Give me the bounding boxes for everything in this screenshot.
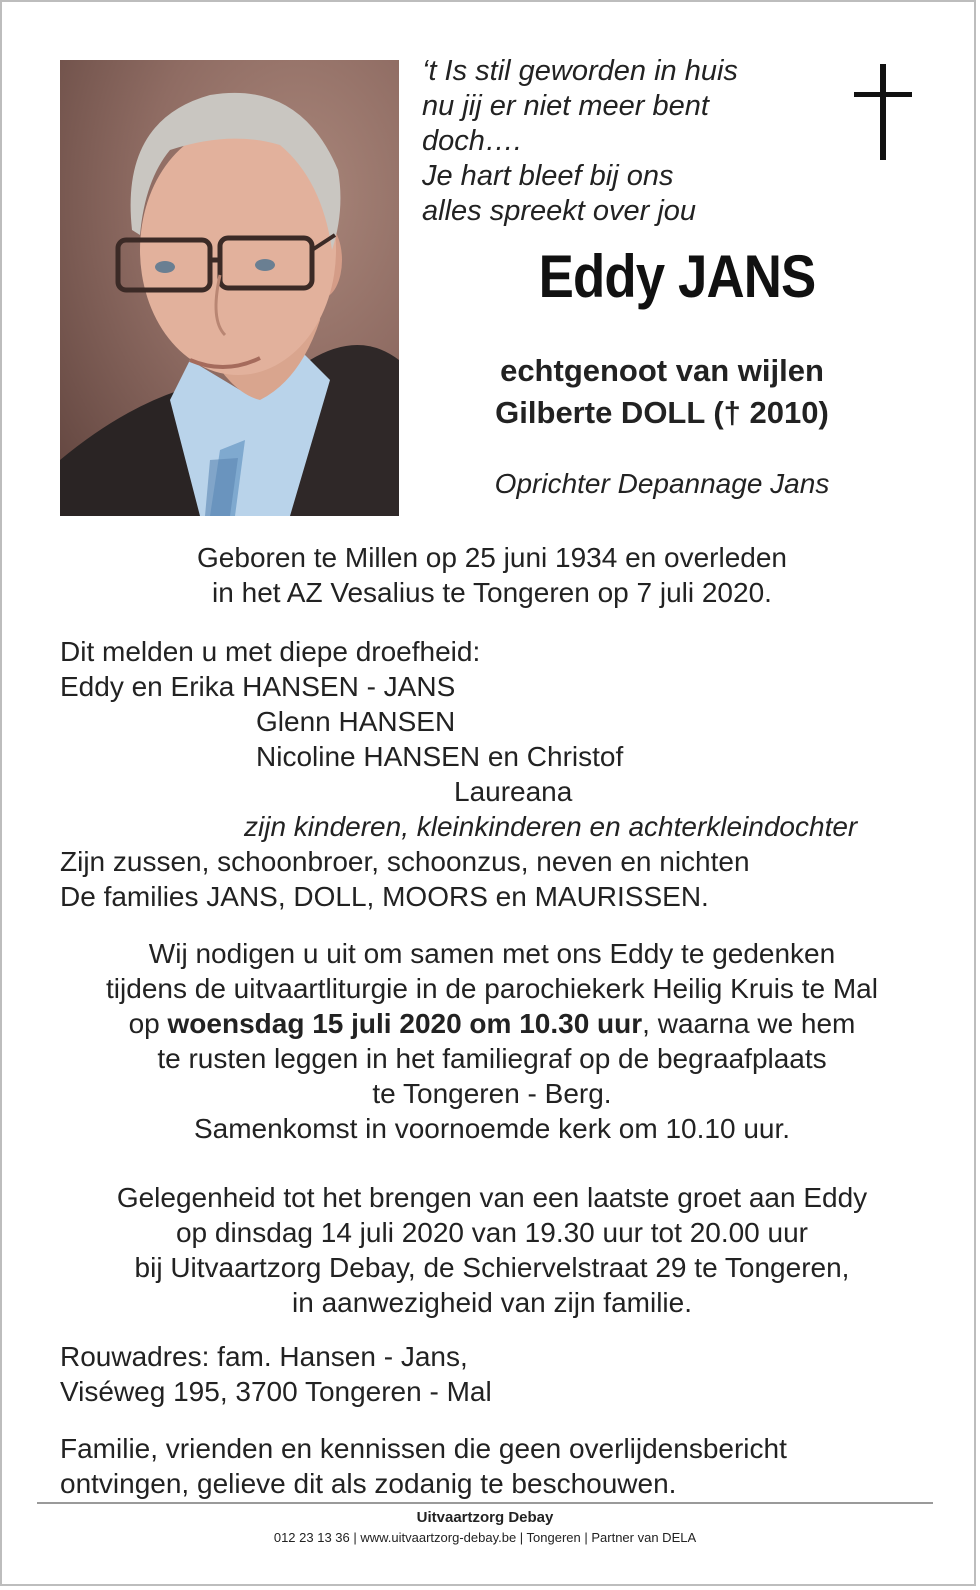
poem-line: nu jij er niet meer bent xyxy=(422,90,709,122)
spouse-line: echtgenoot van wijlen xyxy=(500,353,824,388)
portrait-photo xyxy=(60,60,399,516)
grandchild: Glenn HANSEN xyxy=(256,706,456,737)
families: De families JANS, DOLL, MOORS en MAURISSEN. xyxy=(60,881,709,912)
poem-line: ‘t Is stil geworden in huis xyxy=(422,55,738,87)
children: Eddy en Erika HANSEN - JANS xyxy=(60,671,456,702)
deceased-name: Eddy JANS xyxy=(538,243,816,310)
funeral-date-suffix: , waarna we hem xyxy=(642,1008,856,1039)
closing-line: Familie, vrienden en kennissen die geen overlijdensbericht xyxy=(60,1433,787,1464)
funeral-line xyxy=(42,1006,942,1041)
poem-line: doch…. xyxy=(422,125,522,157)
mourning-address xyxy=(60,1339,940,1409)
funeral-date-prefix: op xyxy=(128,1008,168,1039)
cross-icon xyxy=(854,64,914,160)
birth-death-info xyxy=(42,540,942,610)
farewell-line: Gelegenheid tot het brengen van een laatste groet aan Eddy xyxy=(116,1182,868,1213)
announcement-intro: Dit melden u met diepe droefheid: xyxy=(60,636,481,667)
founder-title: Oprichter Depannage Jans xyxy=(494,468,830,499)
farewell-line: op dinsdag 14 juli 2020 van 19.30 uur tot 20.00 uur xyxy=(175,1217,809,1248)
farewell-line: in aanwezigheid van zijn familie. xyxy=(292,1287,692,1318)
relation-note: zijn kinderen, kleinkinderen en achterkleindochter xyxy=(244,811,858,842)
funeral-line: te rusten leggen in het familiegraf op de begraafplaats xyxy=(157,1043,827,1074)
siblings: Zijn zussen, schoonbroer, schoonzus, neven en nichten xyxy=(60,846,750,877)
announcement xyxy=(60,634,940,914)
address-line: Rouwadres: fam. Hansen - Jans, xyxy=(60,1341,468,1372)
funeral-line: tijdens de uitvaartliturgie in de parochiekerk Heilig Kruis te Mal xyxy=(106,973,878,1004)
great-grandchild: Laureana xyxy=(454,776,573,807)
funeral-line: Wij nodigen u uit om samen met ons Eddy te gedenken xyxy=(148,938,836,969)
grandchild: Nicoline HANSEN en Christof xyxy=(256,741,624,772)
spouse-line: Gilberte DOLL († 2010) xyxy=(495,395,829,430)
spouse-info xyxy=(412,350,912,434)
funeral-info xyxy=(42,936,942,1146)
footer-contact: 012 23 13 36 | www.uitvaartzorg-debay.be | Tongeren | Partner van DELA xyxy=(273,1530,697,1545)
funeral-date: woensdag 15 juli 2020 om 10.30 uur xyxy=(167,1008,643,1039)
farewell-info xyxy=(42,1180,942,1320)
footer-divider xyxy=(37,1502,933,1504)
birth-death-line: in het AZ Vesalius te Tongeren op 7 juli 2020. xyxy=(212,577,772,608)
poem-line: Je hart bleef bij ons xyxy=(422,160,674,192)
closing-note xyxy=(60,1431,940,1501)
farewell-line: bij Uitvaartzorg Debay, de Schiervelstraat 29 te Tongeren, xyxy=(134,1252,850,1283)
address-line: Viséweg 195, 3700 Tongeren - Mal xyxy=(60,1376,492,1407)
closing-line: ontvingen, gelieve dit als zodanig te beschouwen. xyxy=(60,1468,677,1499)
poem-line: alles spreekt over jou xyxy=(422,195,697,227)
funeral-line: Samenkomst in voornoemde kerk om 10.10 uur. xyxy=(193,1113,791,1144)
birth-death-line: Geboren te Millen op 25 juni 1934 en overleden xyxy=(197,542,787,573)
poem xyxy=(422,54,842,229)
funeral-line: te Tongeren - Berg. xyxy=(372,1078,612,1109)
footer-company: Uitvaartzorg Debay xyxy=(416,1509,554,1526)
